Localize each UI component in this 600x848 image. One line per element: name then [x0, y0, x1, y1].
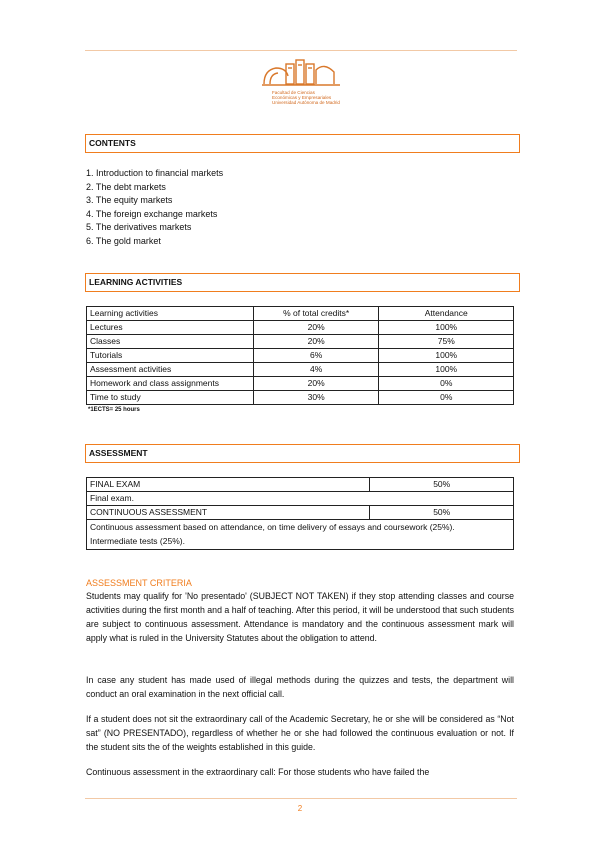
criteria-paragraph: In case any student has made used of illegal methods during the quizzes and tests, the department will conduct an oral examination in the next official call.	[86, 675, 514, 699]
credits-cell: 30%	[253, 391, 379, 405]
contents-item: 3. The equity markets	[86, 195, 173, 205]
footer-rule	[85, 798, 517, 799]
contents-item: 2. The debt markets	[86, 181, 166, 192]
criteria-paragraph: Continuous assessment in the extraordinary call: For those students who have failed the	[86, 767, 430, 777]
attendance-cell: 100%	[379, 321, 514, 335]
header-cell: Learning activities	[87, 307, 254, 321]
table-row	[87, 377, 514, 391]
table-row	[87, 335, 514, 349]
table-row	[87, 349, 514, 363]
table-row	[87, 363, 514, 377]
credits-cell: 20%	[253, 377, 379, 391]
activity-cell: Tutorials	[87, 349, 254, 363]
continuous-desc-line: Continuous assessment based on attendance, on time delivery of essays and coursework (25%).	[90, 522, 455, 532]
table-row	[87, 492, 514, 506]
page-number: 2	[297, 804, 303, 813]
final-exam-description: Final exam.	[87, 492, 514, 506]
activity-cell: Assessment activities	[87, 363, 254, 377]
assessment-table	[86, 477, 514, 550]
faculty-logo	[256, 56, 346, 110]
table-row	[87, 520, 514, 550]
header-rule	[85, 50, 517, 51]
header-cell: Attendance	[379, 307, 514, 321]
attendance-cell: 100%	[379, 349, 514, 363]
activity-cell: Classes	[87, 335, 254, 349]
contents-heading: CONTENTS	[85, 134, 520, 153]
building-logo-icon	[256, 56, 346, 90]
assessment-criteria-title: ASSESSMENT CRITERIA	[86, 578, 192, 588]
table-row	[87, 478, 514, 492]
learning-activities-heading: LEARNING ACTIVITIES	[85, 273, 520, 292]
table-header-row	[87, 307, 514, 321]
continuous-desc-line: Intermediate tests (25%).	[90, 535, 185, 546]
table-row	[87, 506, 514, 520]
logo-line-2: Económicas y Empresariales	[272, 95, 332, 100]
header-cell: % of total credits*	[253, 307, 379, 321]
contents-item: 1. Introduction to financial markets	[86, 168, 224, 178]
credits-cell: 6%	[253, 349, 379, 363]
contents-item: 4. The foreign exchange markets	[86, 208, 218, 219]
credits-cell: 20%	[253, 321, 379, 335]
table-row	[87, 321, 514, 335]
attendance-cell: 100%	[379, 363, 514, 377]
continuous-assessment-label: CONTINUOUS ASSESSMENT	[87, 506, 370, 520]
assessment-heading: ASSESSMENT	[85, 444, 520, 463]
activity-cell: Homework and class assignments	[87, 377, 254, 391]
logo-line-1: Facultad de Ciencias	[272, 90, 315, 95]
contents-item: 6. The gold market	[86, 235, 161, 246]
activity-cell: Lectures	[87, 321, 254, 335]
attendance-cell: 0%	[379, 377, 514, 391]
logo-line-3: Universidad Autónoma de Madrid	[272, 100, 340, 105]
credits-cell: 20%	[253, 335, 379, 349]
attendance-cell: 75%	[379, 335, 514, 349]
continuous-assessment-weight: 50%	[370, 506, 514, 520]
activity-cell: Time to study	[87, 391, 254, 405]
criteria-paragraph: Students may qualify for 'No presentado' (SUBJECT NOT TAKEN) if they stop attending classes and course activities during the first month and a half of teaching. After this period, it will be understood that such students are subject to continuous assessment. Attendance is mandatory and the continuous assessment mark will apply what is ruled in the University Statutes about the obligation to attend.	[86, 591, 514, 643]
learning-activities-table	[86, 306, 514, 405]
continuous-assessment-description	[87, 520, 514, 550]
table-row	[87, 391, 514, 405]
contents-list	[86, 167, 223, 248]
final-exam-label: FINAL EXAM	[87, 478, 370, 492]
ects-footnote: *1ECTS= 25 hours	[88, 407, 140, 413]
credits-cell: 4%	[253, 363, 379, 377]
final-exam-weight: 50%	[370, 478, 514, 492]
contents-item: 5. The derivatives markets	[86, 222, 192, 232]
criteria-paragraph: If a student does not sit the extraordinary call of the Academic Secretary, he or she will be considered as “Not sat” (NO PRESENTADO), regardless of whether he or she had followed the continuous evaluation or not. If the student sits the of the weights established in this guide.	[86, 714, 514, 752]
attendance-cell: 0%	[379, 391, 514, 405]
